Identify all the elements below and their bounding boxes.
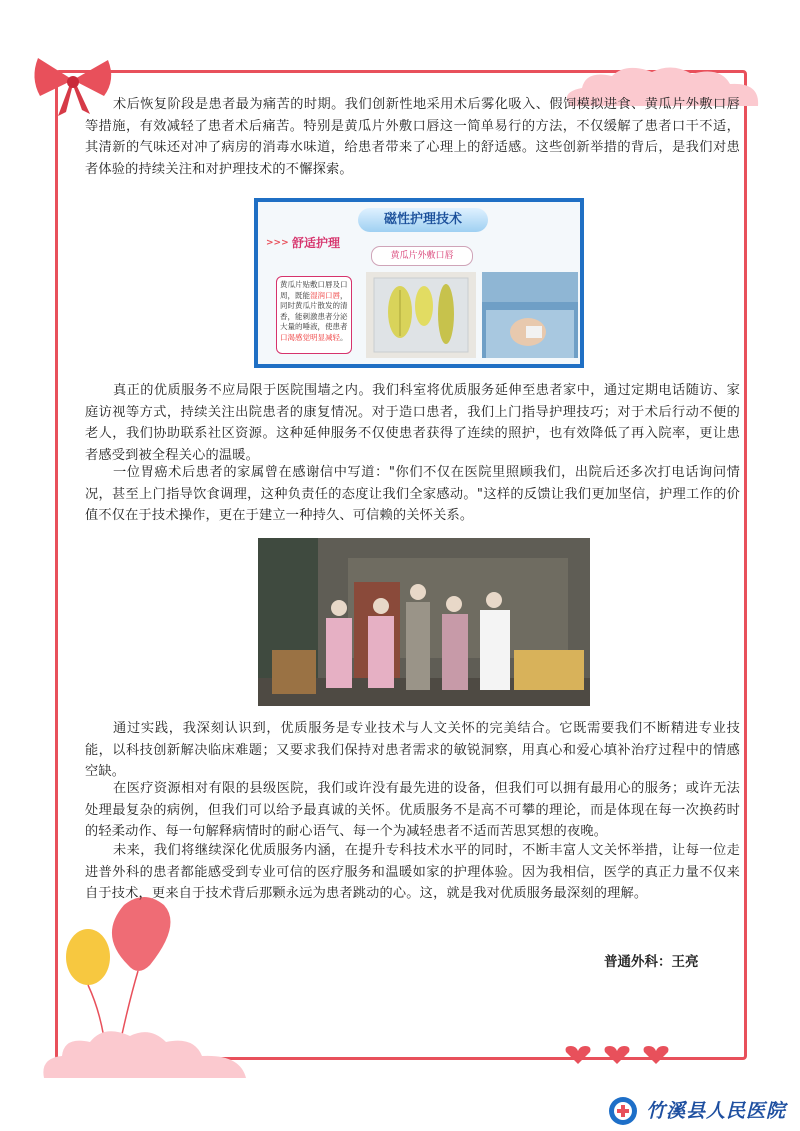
note-text: 。: [340, 332, 348, 342]
patient-photo: [482, 272, 578, 358]
paragraph-postop-recovery: 术后恢复阶段是患者最为痛苦的时期。我们创新性地采用术后雾化吸入、假饲模拟进食、黄瓜片外敷口唇等措施，有效减轻了患者术后痛苦。特别是黄瓜片外敷口唇这一简单易行的方法，不仅缓解了患者口干不适，其清新的气味还对冲了病房的消毒水味道，给患者带来了心理上的舒适感。这些创新举措的背后，是我们对患者体验的持续关注和对护理技术的不懈探索。: [85, 97, 740, 177]
magnetic-nursing-figure: [254, 198, 584, 368]
figure-note: [276, 276, 352, 354]
figure-title: 磁性护理技术: [358, 208, 488, 232]
arrows-icon: >>>: [266, 238, 289, 248]
hearts-decoration: [562, 1044, 672, 1066]
figure-subtitle: 舒适护理: [292, 236, 341, 250]
note-highlight: 口渴感觉明显: [280, 332, 325, 342]
paragraph-reflection: 通过实践，我深刻认识到，优质服务是专业技术与人文关怀的完美结合。它既需要我们不断精进专业技能，以科技创新解决临床难题；又要求我们保持对患者需求的敏锐洞察，用真心和爱心填补治疗过程中的情感空缺。: [85, 721, 740, 780]
note-text: ，同时黄瓜片散发的清香，能刺激患者分泌大量的唾液，使患者: [280, 290, 348, 331]
home-visit-photo: [258, 538, 590, 706]
cucumber-slices-photo: [366, 272, 476, 358]
paragraph-family-letter: 一位胃癌术后患者的家属曾在感谢信中写道："你们不仅在医院里照顾我们，出院后还多次打电话询问情况，甚至上门指导饮食调理，这种负责任的态度让我们全家感动。"这样的反馈让我们更加坚信，护理工作的价值不仅在于技术操作，更在于建立一种持久、可信赖的关怀关系。: [85, 465, 740, 524]
author-signature: 普通外科：王亮: [604, 954, 699, 970]
hospital-logo-icon: [608, 1096, 638, 1126]
paragraph-county-hospital: 在医疗资源相对有限的县级医院，我们或许没有最先进的设备，但我们可以拥有最用心的服务；或许无法处理最复杂的病例，但我们可以给予最真诚的关怀。优质服务不是高不可攀的理论，而是体现在每一次换药时的轻柔动作、每一句解释病情时的耐心语气、每一个为减轻患者不适而苦思冥想的夜晚。: [85, 781, 740, 840]
cloud-decoration: [40, 1018, 250, 1088]
hospital-name: 竹溪县人民医院: [646, 1100, 787, 1122]
note-text: 黄瓜片贴敷口唇及口周，既能: [280, 280, 348, 300]
figure-tag: 黄瓜片外敷口唇: [371, 246, 473, 266]
paragraph-extended-service: 真正的优质服务不应局限于医院围墙之内。我们科室将优质服务延伸至患者家中，通过定期电话随访、家庭访视等方式，持续关注出院患者的康复情况。对于造口患者，我们上门指导护理技巧；对于术后行动不便的老人，我们协助联系社区资源。这种延伸服务不仅使患者获得了连续的照护，也有效降低了再入院率，更让患者感受到被全程关心的温暖。: [85, 383, 740, 463]
paragraph-future: 未来，我们将继续深化优质服务内涵，在提升专科技术水平的同时，不断丰富人文关怀举措，让每一位走进普外科的患者都能感受到专业可信的医疗服务和温暖如家的护理体验。因为我相信，医学的真正力量不仅来自于技术，更来自于技术背后那颗永远为患者跳动的心。这，就是我对优质服务最深刻的理解。: [85, 843, 740, 902]
note-highlight: 湿润口唇: [310, 290, 340, 300]
note-highlight: 减轻: [325, 332, 340, 342]
